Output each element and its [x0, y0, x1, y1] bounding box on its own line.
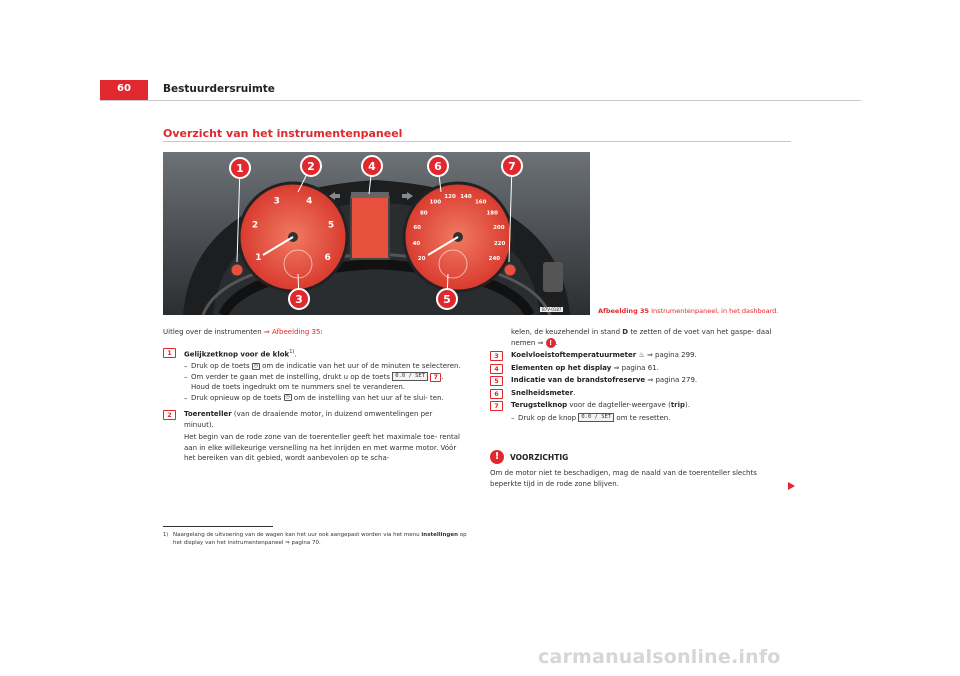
speedometer-tick-label: 40	[412, 240, 421, 247]
header-divider	[100, 100, 861, 101]
caution-header	[490, 450, 790, 464]
left-column	[163, 327, 463, 464]
page-link[interactable]: ⇒ pagina 299.	[646, 351, 697, 359]
coolant-icon: ♨	[638, 351, 645, 359]
speedometer-tick-label: 100	[429, 199, 442, 206]
callout-number: 7	[508, 160, 516, 173]
sub-step: – Druk opnieuw op de toets ◷ om de instelling van het uur af te slui- ten.	[184, 393, 444, 402]
page-link[interactable]: ⇒ pagina 279.	[647, 376, 698, 384]
caution-text: Om de motor niet te beschadigen, mag de naald van de toerenteller slechts beperkte tijd in de rode zone blijven.	[490, 469, 757, 488]
speedometer-tick-label: 140	[460, 193, 472, 200]
instrument-panel-figure	[163, 152, 590, 315]
list-item-speedometer	[490, 388, 790, 399]
intro-text: Uitleg over de instrumenten	[163, 328, 262, 336]
item-title: Indicatie van de brandstofreserve	[511, 376, 646, 384]
item-text: voor de dagteller-weergave (	[569, 401, 671, 409]
right-column	[490, 327, 790, 423]
footnote-text	[163, 531, 473, 547]
step-text: Druk opnieuw op de toets	[191, 393, 282, 402]
figure-link[interactable]: ⇒ Afbeelding 35	[263, 328, 321, 336]
callout-number: 2	[307, 160, 315, 173]
text: Naargelang de uitvoering van de wagen kan het uur ook aangepast worden via het menu	[173, 532, 420, 538]
list-item-reset	[490, 400, 790, 411]
figure-caption	[598, 307, 778, 315]
page-number: 60	[117, 83, 131, 94]
center-display	[351, 197, 389, 259]
section-divider	[163, 141, 791, 142]
reset-knob	[504, 264, 516, 276]
step-text: Druk op de toets	[191, 362, 250, 371]
item-marker-4: 4	[490, 364, 503, 374]
sub-step: – Druk op de knop 0.0 / SET om te resetten.	[511, 413, 671, 422]
step-text: . Houd de toets ingedrukt om te nummers snel te veranderen.	[191, 372, 444, 392]
item-paragraph: Het begin van de rode zone van de toerenteller geeft het maximale toe- rental aan in elke willekeurige versnelling na het inrijden en met warme motor. Vóór het bereiken van dit gebied, wordt aanbevolen op te scha-	[184, 433, 460, 463]
figure-code: B7V-0187	[542, 307, 562, 312]
footnote-mark: 1)	[163, 532, 169, 538]
list-item-display	[490, 363, 790, 374]
item-text: (van de draaiende motor, in duizend omwentelingen per minuut).	[184, 410, 433, 429]
callout-number: 1	[236, 162, 244, 175]
speedometer-tick-label: 60	[413, 225, 422, 232]
watermark: carmanualsonline.info	[538, 646, 781, 668]
item-marker-7: 7	[490, 401, 503, 411]
speedometer-tick-label: 160	[474, 199, 487, 206]
tachometer-tick-label: 2	[251, 220, 259, 231]
item-title-end: .	[294, 349, 297, 358]
callout-number: 6	[434, 160, 442, 173]
item-marker-5: 5	[490, 376, 503, 386]
caption-prefix: Afbeelding 35	[598, 307, 650, 315]
text: .	[555, 338, 558, 347]
tachometer-tick-label: 4	[306, 196, 313, 207]
speedometer-tick-label: 80	[419, 210, 428, 217]
speedometer-tick-label: 220	[493, 240, 506, 247]
step-text: om te resetten.	[616, 413, 671, 422]
list-item-fuel	[490, 375, 790, 386]
item-title: Koelvloeistoftemperatuurmeter	[511, 351, 637, 359]
list-item-tachometer	[163, 409, 463, 430]
list-item-coolant	[490, 350, 790, 361]
step-text: Druk op de knop	[518, 413, 577, 422]
text: te zetten of de voet van het gaspe- daal nemen ⇒	[511, 328, 772, 347]
chapter-title: Bestuurdersruimte	[163, 83, 275, 95]
item-marker-1: 1	[163, 348, 176, 358]
item-text: .	[573, 388, 576, 397]
exclamation-icon: !	[490, 450, 504, 464]
item-title: Gelijkzetknop voor de klok	[184, 349, 290, 358]
footnote	[163, 531, 473, 547]
speedometer-tick-label: 240	[488, 256, 501, 262]
tachometer-tick-label: 5	[327, 220, 335, 231]
continuation-paragraph	[490, 327, 790, 348]
clock-button-icon: ◷	[285, 394, 290, 401]
callout-number: 4	[368, 160, 376, 173]
item-marker-2: 2	[163, 410, 176, 420]
tachometer-tick-label: 6	[324, 253, 331, 263]
instrument-panel-illustration	[163, 152, 590, 315]
item-title: Terugstelknop	[511, 401, 568, 409]
text: kelen, de keuzehendel in stand	[511, 328, 621, 336]
text: op het display van het instrumentenpaneel ⇒ pagina 70.	[173, 532, 467, 546]
callout-number: 3	[295, 293, 303, 306]
tachometer-tick-label: 3	[273, 196, 280, 207]
set-button-keycap: 0.0 / SET	[578, 413, 614, 422]
step-text: om de instelling van het uur af te slui- ten.	[293, 393, 444, 402]
footnote-divider	[163, 526, 273, 527]
speedometer-tick-label: 200	[493, 225, 505, 232]
sub-step: – Om verder te gaan met de instelling, drukt u op de toets 0.0 / SET 7 . Houd de toets ingedrukt om te nummers snel te veranderen.	[184, 372, 444, 392]
gear-position: D	[622, 328, 629, 336]
item-title: Snelheidsmeter	[511, 388, 574, 397]
clock-knob	[231, 264, 243, 276]
speedometer-tick-label: 120	[444, 193, 456, 200]
item-marker-6: 6	[490, 389, 503, 399]
list-item-clock-knob	[163, 347, 463, 360]
sub-step: – Druk op de toets ◷ om de indicatie van het uur of de minuten te selecteren.	[184, 362, 461, 371]
tachometer-tick-label: 1	[255, 253, 262, 263]
intro-colon: :	[320, 328, 323, 336]
intro-line	[163, 327, 463, 338]
footnote-ref[interactable]: 1)	[289, 348, 295, 355]
page-link[interactable]: ⇒ pagina 61.	[613, 363, 659, 372]
item-text: ).	[685, 401, 690, 409]
item-text-bold: trip	[670, 401, 686, 409]
speedometer-tick-label: 20	[417, 256, 426, 262]
speedometer-tick-label: 180	[486, 210, 498, 217]
clock-button-icon: ◷	[253, 362, 259, 369]
item-title: Toerenteller	[184, 410, 232, 419]
section-title: Overzicht van het instrumentenpaneel	[163, 127, 403, 140]
item-marker-3: 3	[490, 351, 503, 361]
caution-box	[490, 450, 790, 489]
set-button-keycap: 0.0 / SET	[392, 372, 428, 381]
item-title: Elementen op het display	[511, 363, 612, 372]
text-bold: instellingen	[421, 532, 459, 538]
caption-text: Instrumentenpaneel, in het dashboard.	[651, 307, 779, 315]
continue-arrow-icon	[788, 482, 795, 490]
step-text: Om verder te gaan met de instelling, drukt u op de toets	[191, 372, 390, 381]
inline-marker-7: 7	[430, 373, 441, 382]
warning-ref-icon[interactable]: !	[546, 338, 556, 348]
caution-title: VOORZICHTIG	[510, 452, 569, 462]
step-text: om de indicatie van het uur of de minuten te selecteren.	[262, 362, 461, 371]
callout-number: 5	[443, 293, 451, 306]
